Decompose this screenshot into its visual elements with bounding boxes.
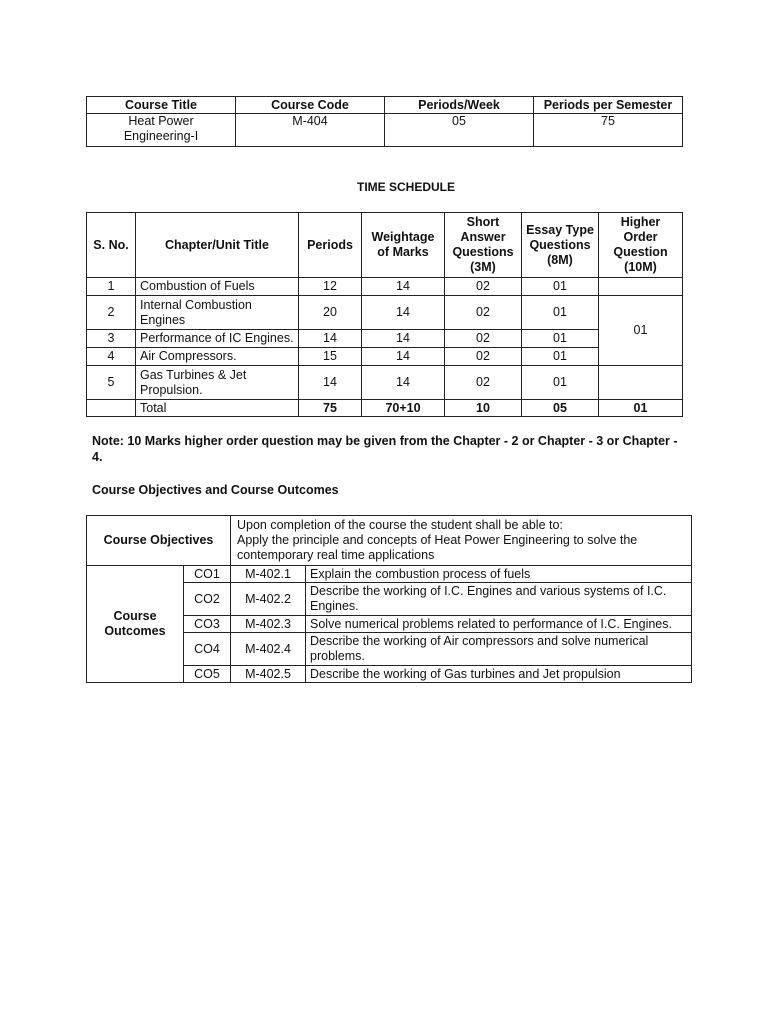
row-weightage: 14 [362,278,445,296]
course-objectives-text [231,516,692,566]
total-short: 10 [445,400,522,417]
course-title-value: Heat Power Engineering-I [87,114,236,147]
outcome-co: CO2 [184,583,231,616]
total-label: Total [136,400,299,417]
row-short: 02 [445,366,522,400]
row-weightage: 14 [362,330,445,348]
objectives-line1: Upon completion of the course the student shall be able to: [237,518,563,532]
course-info-table [86,96,683,147]
row-sno: 2 [87,296,136,330]
row-essay: 01 [522,296,599,330]
header-course-code: Course Code [236,97,385,114]
row-short: 02 [445,348,522,366]
header-short-answer: Short Answer Questions (3M) [445,213,522,278]
row-periods: 14 [299,366,362,400]
row-sno: 5 [87,366,136,400]
time-schedule-title: TIME SCHEDULE [356,180,455,194]
outcome-co: CO4 [184,633,231,666]
schedule-row [87,348,683,366]
row-title: Performance of IC Engines. [136,330,299,348]
row-weightage: 14 [362,296,445,330]
higher-order-merged: 01 [599,296,683,366]
outcome-co: CO1 [184,566,231,583]
header-periods-semester: Periods per Semester [534,97,683,114]
outcome-code: M-402.4 [231,633,306,666]
header-higher-order: Higher Order Question (10M) [599,213,683,278]
row-title: Gas Turbines & Jet Propulsion. [136,366,299,400]
row-short: 02 [445,278,522,296]
row-essay: 01 [522,366,599,400]
periods-semester-value: 75 [534,114,683,147]
row-short: 02 [445,296,522,330]
total-periods: 75 [299,400,362,417]
row-periods: 12 [299,278,362,296]
outcome-text: Explain the combustion process of fuels [306,566,692,583]
row-higher-empty [599,278,683,296]
total-essay: 05 [522,400,599,417]
row-periods: 20 [299,296,362,330]
header-essay: Essay Type Questions (8M) [522,213,599,278]
outcome-code: M-402.5 [231,666,306,683]
outcome-code: M-402.2 [231,583,306,616]
outcome-co: CO3 [184,616,231,633]
outcome-code: M-402.1 [231,566,306,583]
row-sno: 4 [87,348,136,366]
course-outcomes-table [86,515,692,683]
periods-week-value: 05 [385,114,534,147]
outcome-text: Describe the working of Gas turbines and Jet propulsion [306,666,692,683]
time-schedule-table [86,212,683,417]
course-objectives-label: Course Objectives [87,516,231,566]
total-weightage: 70+10 [362,400,445,417]
outcome-co: CO5 [184,666,231,683]
row-title: Combustion of Fuels [136,278,299,296]
row-periods: 15 [299,348,362,366]
header-sno: S. No. [87,213,136,278]
outcome-code: M-402.3 [231,616,306,633]
schedule-row [87,278,683,296]
total-higher: 01 [599,400,683,417]
row-periods: 14 [299,330,362,348]
header-periods: Periods [299,213,362,278]
row-essay: 01 [522,278,599,296]
header-periods-week: Periods/Week [385,97,534,114]
note-text: Note: 10 Marks higher order question may be given from the Chapter - 2 or Chapter - 3 or Chapter - 4. [92,434,678,464]
course-outcomes-label: Course Outcomes [87,566,184,683]
row-sno: 3 [87,330,136,348]
outcome-text: Solve numerical problems related to performance of I.C. Engines. [306,616,692,633]
row-weightage: 14 [362,348,445,366]
schedule-row [87,366,683,400]
row-essay: 01 [522,348,599,366]
row-title: Internal Combustion Engines [136,296,299,330]
total-sno-empty [87,400,136,417]
row-title: Air Compressors. [136,348,299,366]
row-higher-empty [599,366,683,400]
course-code-value: M-404 [236,114,385,147]
outcome-text: Describe the working of I.C. Engines and various systems of I.C. Engines. [306,583,692,616]
outcome-row [87,566,692,583]
schedule-row [87,330,683,348]
header-weightage: Weightage of Marks [362,213,445,278]
row-weightage: 14 [362,366,445,400]
header-course-title: Course Title [87,97,236,114]
row-essay: 01 [522,330,599,348]
schedule-row [87,296,683,330]
header-chapter: Chapter/Unit Title [136,213,299,278]
objectives-heading: Course Objectives and Course Outcomes [92,483,339,497]
row-sno: 1 [87,278,136,296]
objectives-line2: Apply the principle and concepts of Heat Power Engineering to solve the contemporary real time applications [237,533,638,562]
total-row [87,400,683,417]
outcome-text: Describe the working of Air compressors and solve numerical problems. [306,633,692,666]
row-short: 02 [445,330,522,348]
